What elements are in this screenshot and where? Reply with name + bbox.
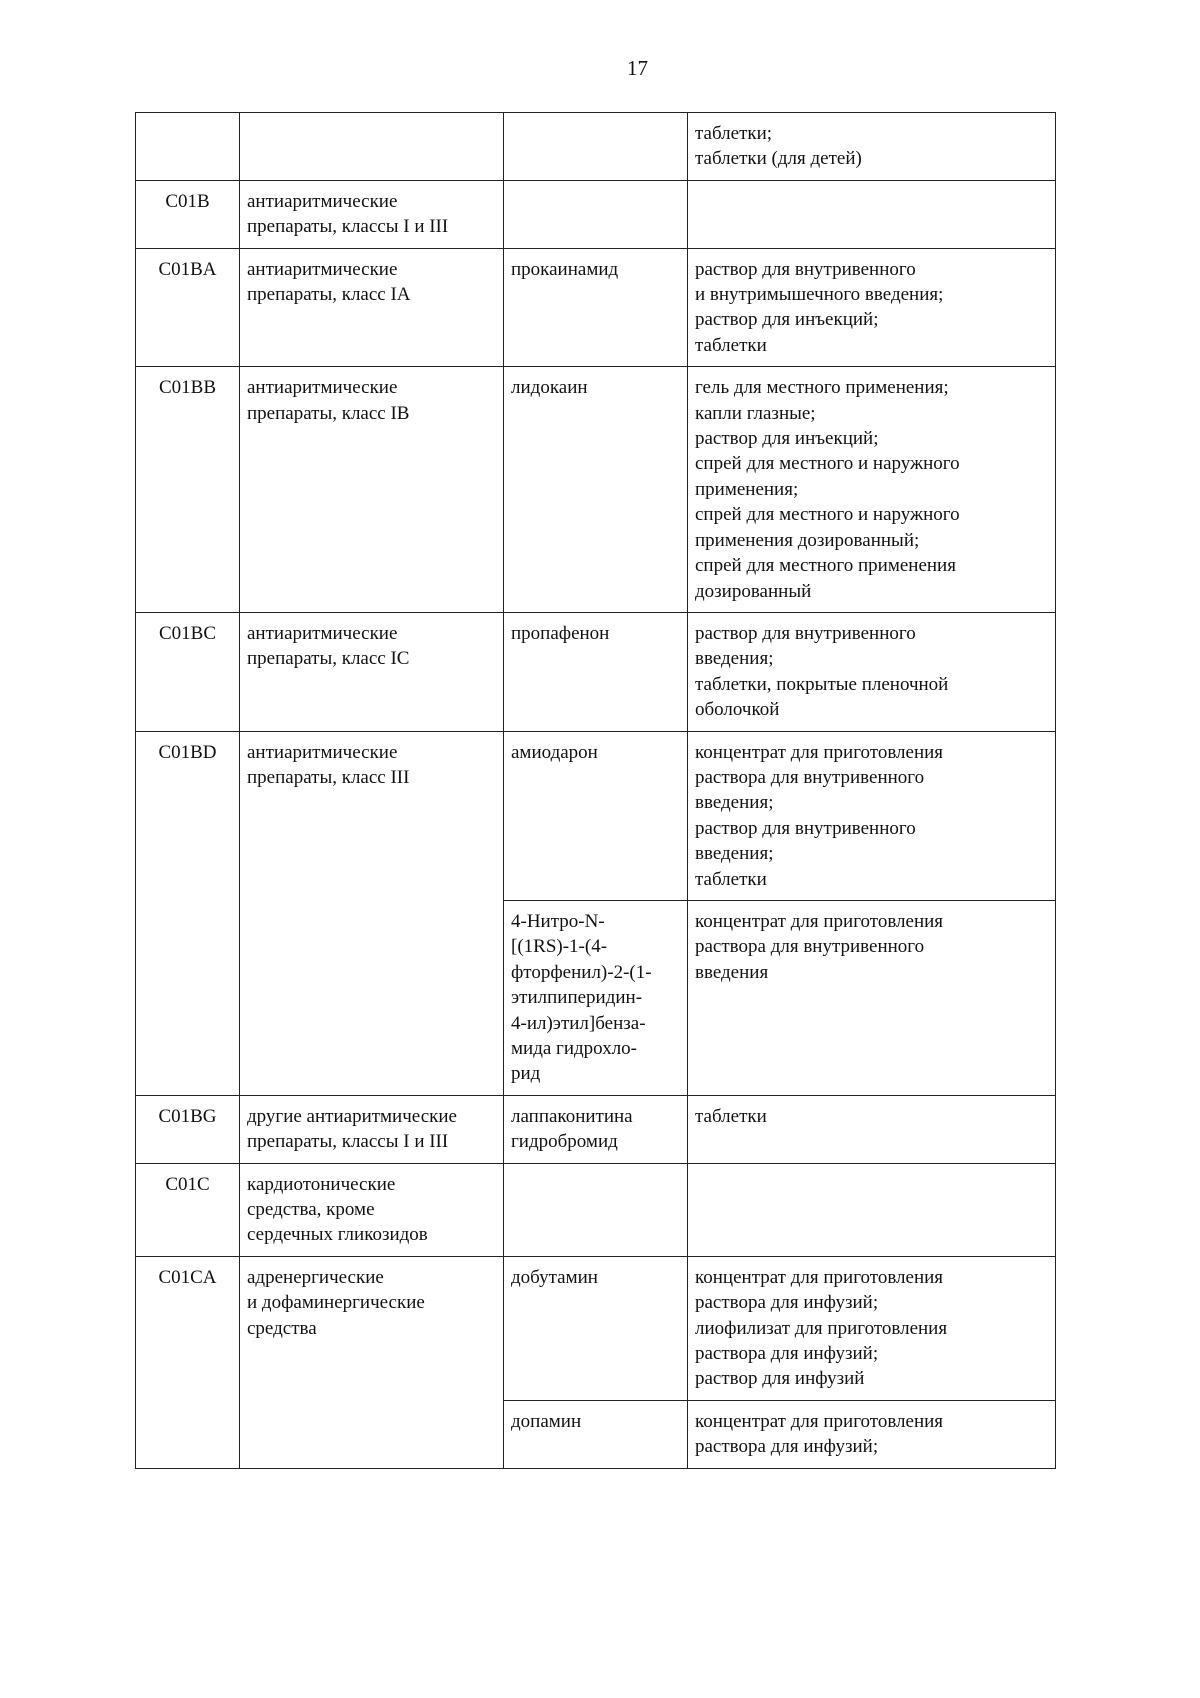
group-line: средства [247,1317,317,1339]
drug-cell [504,113,688,181]
group-line: антиаритмические [247,258,398,280]
drug-line: рид [511,1063,541,1085]
drug-cell [504,731,688,900]
dosage-form-line: раствор для внутривенного [695,622,916,644]
atc-code-cell: C01CA [136,1256,240,1468]
drug-line: этилпиперидин- [511,987,643,1009]
group-cell [240,1256,504,1468]
group-line: и дофаминергические [247,1292,425,1314]
dosage-form-line: лиофилизат для приготовления [695,1317,948,1339]
dosage-forms-cell [688,1256,1056,1400]
drug-table [135,112,1056,1469]
atc-code-cell: C01B [136,180,240,248]
dosage-form-line: применения; [695,478,799,500]
dosage-forms-cell [688,1163,1056,1256]
atc-code-cell: C01BD [136,731,240,1095]
group-line: препараты, классы I и III [247,1131,449,1153]
dosage-form-line: спрей для местного и наружного [695,504,960,526]
dosage-form-line: раствора для инфузий; [695,1436,879,1458]
group-cell [240,731,504,1095]
dosage-form-line: концентрат для приготовления [695,1266,944,1288]
dosage-form-line: таблетки [695,868,767,890]
dosage-form-line: раствор для инъекций; [695,428,879,450]
drug-line: гидробромид [511,1131,618,1153]
group-line: препараты, класс IC [247,648,410,670]
table-row [136,1163,1056,1256]
atc-code-cell: C01BC [136,612,240,731]
drug-cell [504,1095,688,1163]
dosage-form-line: введения; [695,648,774,670]
drug-line: лаппаконитина [511,1105,633,1127]
dosage-form-line: раствора для внутривенного [695,766,925,788]
dosage-forms-cell [688,1095,1056,1163]
drug-line: допамин [511,1410,582,1432]
dosage-form-line: раствор для внутривенного [695,258,916,280]
group-line: антиаритмические [247,190,398,212]
table-row [136,612,1056,731]
group-cell [240,1095,504,1163]
drug-cell [504,612,688,731]
table-row [136,113,1056,181]
atc-code-cell: C01BB [136,367,240,613]
dosage-form-line: и внутримышечного введения; [695,284,944,306]
dosage-forms-cell [688,612,1056,731]
dosage-form-line: таблетки, покрытые пленочной [695,673,949,695]
dosage-form-line: таблетки [695,334,767,356]
table-row [136,731,1056,900]
dosage-forms-cell [688,113,1056,181]
dosage-form-line: спрей для местного и наружного [695,453,960,475]
dosage-form-line: раствор для внутривенного [695,817,916,839]
drug-cell [504,1400,688,1468]
drug-line: 4-Нитро-N- [511,910,605,932]
dosage-form-line: таблетки [695,1105,767,1127]
drug-cell [504,180,688,248]
group-line: другие антиаритмические [247,1105,457,1127]
table-row [136,1095,1056,1163]
dosage-form-line: таблетки; [695,123,773,144]
group-line: препараты, класс IA [247,284,411,306]
dosage-form-line: гель для местного применения; [695,377,949,399]
dosage-form-line: концентрат для приготовления [695,741,944,763]
dosage-form-line: оболочкой [695,699,780,721]
dosage-form-line: спрей для местного применения [695,555,956,577]
dosage-forms-cell [688,731,1056,900]
group-line: сердечных гликозидов [247,1224,428,1246]
drug-cell [504,248,688,367]
group-cell [240,248,504,367]
dosage-form-line: раствор для инъекций; [695,309,879,331]
dosage-forms-cell [688,1400,1056,1468]
dosage-form-line: концентрат для приготовления [695,1410,944,1432]
drug-line: лидокаин [511,377,588,399]
dosage-form-line: концентрат для приготовления [695,910,944,932]
atc-code-cell: C01BG [136,1095,240,1163]
drug-line: прокаинамид [511,258,619,280]
atc-code-cell: C01BA [136,248,240,367]
group-cell [240,612,504,731]
dosage-form-line: раствора для внутривенного [695,936,925,958]
drug-line: фторфенил)-2-(1- [511,961,652,983]
drug-line: амиодарон [511,741,598,763]
drug-cell [504,1256,688,1400]
dosage-form-line: раствора для инфузий; [695,1343,879,1365]
dosage-forms-cell [688,367,1056,613]
group-line: антиаритмические [247,741,398,763]
dosage-form-line: раствора для инфузий; [695,1292,879,1314]
group-line: препараты, классы I и III [247,216,449,238]
group-line: препараты, класс III [247,766,410,788]
dosage-form-line: введения; [695,792,774,814]
group-line: средства, кроме [247,1199,375,1221]
group-line: антиаритмические [247,377,398,399]
group-cell [240,367,504,613]
dosage-form-line: применения дозированный; [695,529,920,551]
drug-line: 4-ил)этил]бенза- [511,1012,646,1034]
drug-line: мида гидрохло- [511,1038,638,1059]
dosage-forms-cell [688,248,1056,367]
group-line: антиаритмические [247,622,398,644]
group-line: препараты, класс IB [247,402,410,424]
group-line: кардиотонические [247,1173,396,1195]
drug-line: пропафенон [511,622,610,644]
group-cell [240,113,504,181]
dosage-form-line: раствор для инфузий [695,1368,865,1390]
table-row [136,1256,1056,1400]
group-cell [240,1163,504,1256]
table-row [136,367,1056,613]
drug-cell [504,900,688,1095]
atc-code-cell [136,113,240,181]
dosage-form-line: введения; [695,843,774,865]
drug-line: [(1RS)-1-(4- [511,936,608,958]
table-row [136,248,1056,367]
page-number: 17 [627,56,648,80]
dosage-forms-cell [688,180,1056,248]
table-row [136,180,1056,248]
dosage-form-line: таблетки (для детей) [695,148,862,170]
group-cell [240,180,504,248]
drug-cell [504,1163,688,1256]
dosage-form-line: дозированный [695,580,812,602]
drug-line: добутамин [511,1266,598,1288]
atc-code-cell: C01C [136,1163,240,1256]
group-line: адренергические [247,1266,384,1288]
drug-cell [504,367,688,613]
dosage-form-line: капли глазные; [695,402,816,424]
dosage-forms-cell [688,900,1056,1095]
dosage-form-line: введения [695,961,769,983]
